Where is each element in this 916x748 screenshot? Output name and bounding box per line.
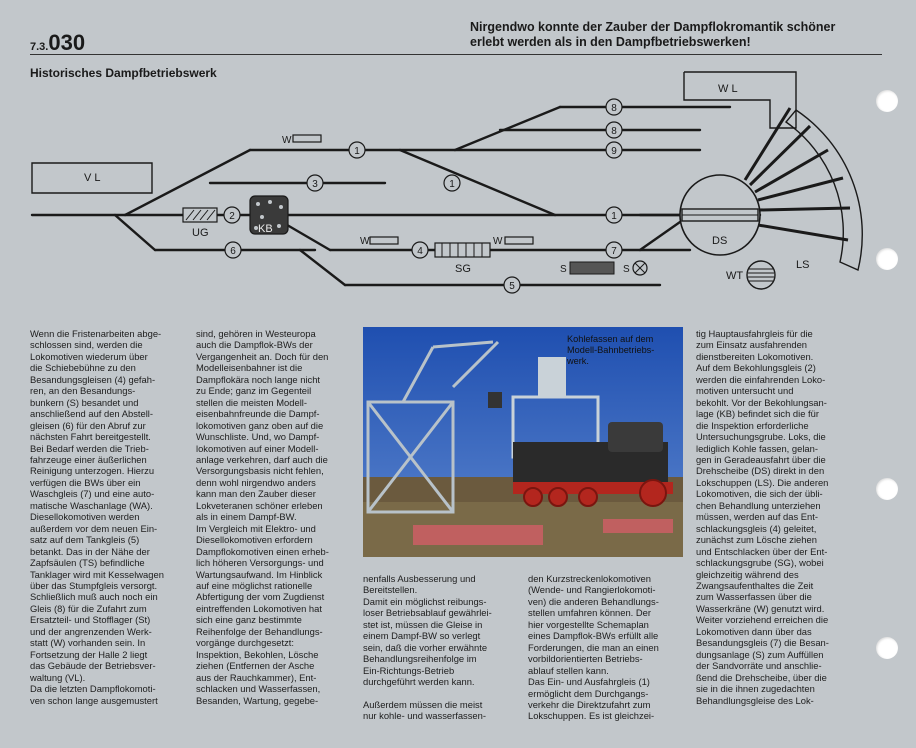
track-6-diag <box>115 215 155 250</box>
track-number-5 <box>504 277 520 293</box>
svg-text:6: 6 <box>230 246 236 257</box>
wl-label: W L <box>718 83 738 95</box>
sand-bunker <box>570 262 614 274</box>
kb-label: KB <box>258 223 273 235</box>
svg-text:8: 8 <box>611 126 617 137</box>
text-column-3: nenfalls Ausbesserung und Bereitstellen. Damit ein möglichst reibungs- loser Betriebsablauf gewährlei- stet ist, müssen die Gleise in einem Dampf-BW so verlegt sein, daß die vorher erwähnte Behandlungsreihenfolge im Ein-Richtungs-Betrieb durchgeführt werden kann. Außerdem müssen die meist nur kohle- und wasserfassen- <box>363 573 492 722</box>
wt-label: WT <box>726 270 744 282</box>
text-column-5: tig Hauptausfahrgleis für die zum Einsatz ausfahrenden dienstbereiten Lokomotiven. Auf dem Bekohlungsgleis (2) werden die einfahrenden Loko- motiven untersucht und bekohlt. Vor der Bekohlungsan- lage (KB) befindet sich die für die Inspektion erforderliche Untersuchungsgrube. Loks, die lediglich Kohle fassen, gelan- gen in Geradeausfahrt über die Drehscheibe (DS) direkt in den Lokschuppen (LS). Die anderen Lokomotiven, die sich der übli- chen Behandlung unterziehen müssen, werden auf das Ent- schlackungsgleis (4) geleitet, zunächst zum Lösche ziehen und Entschlacken über der Ent- schlackungsgrube (SG), wobei gleichzeitig während des Zwangsaufenthaltes die Zeit zum Wasserfassen über die Wasserkräne (W) genutzt wird. Weiter vorziehend erreichen die Lokomotiven dann über das Besandungsgleis (7) die Besan- dungsanlage (S) zum Auffüllen der Sandvorräte und anschlie- ßend die Drehscheibe, über die sie in die ihnen zugedachten Behandlungsgleise des Lok- <box>696 328 829 706</box>
binder-hole-1 <box>876 90 898 112</box>
track-number-7 <box>606 242 622 258</box>
track-number-8a <box>606 99 622 115</box>
svg-text:2: 2 <box>229 211 235 222</box>
ls-label: LS <box>796 259 810 271</box>
ds-label: DS <box>712 235 728 247</box>
track-number-2 <box>224 207 240 223</box>
svg-text:7: 7 <box>611 246 617 257</box>
s-label-2: S <box>623 264 630 275</box>
track-number-1a <box>349 142 365 158</box>
svg-text:4: 4 <box>417 246 423 257</box>
text-column-2: sind, gehören in Westeuropa auch die Dampflok-BWs der Vergangenheit an. Doch für den Modelleisenbahner ist die Dampflokära noch lange nicht zu Ende; ganz im Gegenteil stellen die meisten Modell- eisenbahnfreunde die Dampf- lokomotiven ganz oben auf die Wunschliste. Und, wo Dampf- lokomotiven auf einer Modell- anlage verkehren, darf auch die Versorgungsbasis nicht fehlen, denn wohl nirgendwo anders kann man den Zauber dieser Lokveteranen schöner erleben als in einem Dampf-BW. Im Vergleich mit Elektro- und Diesellokomotiven erfordern Dampflokomotiven einen erheb- lich höheren Versorgungs- und Wartungsaufwand. Im Hinblick auf eine möglichst rationelle Abfertigung der vom Zugdienst eintreffenden Lokomotiven hat sich eine ganz bestimmte Reihenfolge der Behandlungs- vorgänge durchgesetzt: Inspektion, Bekohlen, Lösche ziehen (Entfernen der Asche aus der Rauchkammer), Ent- schlacken und Wasserfassen, Besanden, Wartung, gegebe- <box>196 328 329 706</box>
w-label-2: W <box>360 236 370 247</box>
svg-text:3: 3 <box>312 179 318 190</box>
water-tower <box>747 261 775 289</box>
text-column-4: den Kurzstreckenlokomotiven (Wende- und Rangierlokomoti- ven) die anderen Behandlungs- stellen umfahren können. Der hier vorgestellte Schemaplan eines Dampflok-BWs erfüllt alle Forderungen, die man an einen vorbildorientierten Betriebs- ablauf stellen kann. Das Ein- und Ausfahrgleis (1) ermöglicht dem Durchgangs- verkehr die Direktzufahrt zum Lokschuppen. Es ist gleichzei- <box>528 573 659 722</box>
track-number-4 <box>412 242 428 258</box>
page-number <box>30 30 85 56</box>
svg-text:9: 9 <box>611 146 617 157</box>
track-number-1c <box>606 207 622 223</box>
track-diagram <box>0 70 916 310</box>
chapter-number: 7.3. <box>30 41 49 53</box>
binder-hole-3 <box>876 478 898 500</box>
section-title: Historisches Dampfbetriebswerk <box>30 66 217 80</box>
track-number-1b <box>444 175 460 191</box>
track-number-8b <box>606 122 622 138</box>
track-number-3 <box>307 175 323 191</box>
ug-label: UG <box>192 227 209 239</box>
text-column-1: Wenn die Fristenarbeiten abge- schlossen sind, werden die Lokomotiven wiederum über die Schiebebühne zu den Besandungsgleisen (4) gefah- ren, an den Besandungs- bunkern (S) besandet und anschließend auf den Abstell- gleisen (6) für den Abruf zur nächsten Fahrt bereitgestellt. Bei Bedarf werden die Trieb- fahrzeuge einer äußerlichen Reinigung unterzogen. Hierzu verfügen die BWs über ein Waschgleis (7) und eine auto- matische Waschanlage (WA). Diesellokomotiven werden außerdem vor dem neuen Ein- satz auf dem Tankgleis (5) betankt. Das in der Nähe der Zapfsäulen (TS) befindliche Tanklager wird mit Kesselwagen über das Stumpfgleis versorgt. Schließlich muß auch noch ein Gleis (8) für die Zufahrt zum Ersatzteil- und Stofflager (St) und der angrenzenden Werk- statt (W) vorhanden sein. In Fortsetzung der Halle 2 liegt das Gebäude der Betriebsver- waltung (VL). Da die letzten Dampflokomoti- ven schon lange ausgemustert <box>30 328 164 706</box>
wl-building <box>684 72 796 128</box>
sg-label: SG <box>455 263 471 275</box>
binder-hole-4 <box>876 637 898 659</box>
w-label-1: W <box>282 135 292 146</box>
photo-caption: Kohlefassen auf dem Modell-Bahnbetriebs- werk. <box>567 334 655 366</box>
svg-text:1: 1 <box>611 211 617 222</box>
header-rule <box>30 54 882 55</box>
svg-text:1: 1 <box>354 146 360 157</box>
track-number-9 <box>606 142 622 158</box>
track-8-diag <box>455 107 560 150</box>
track-5-diag <box>300 250 345 285</box>
track-number-6 <box>225 242 241 258</box>
svg-text:1: 1 <box>449 179 455 190</box>
s-label-1: S <box>560 264 567 275</box>
svg-text:5: 5 <box>509 281 515 292</box>
page-code: 030 <box>48 30 86 55</box>
binder-hole-2 <box>876 248 898 270</box>
track-1-diag <box>400 150 555 215</box>
vl-label: V L <box>84 172 101 184</box>
svg-text:8: 8 <box>611 103 617 114</box>
page-tagline: Nirgendwo konnte der Zauber der Dampflokromantik schöner erlebt werden als in den Dampfbetriebswerken! <box>470 20 836 49</box>
w-label-3: W <box>493 236 503 247</box>
